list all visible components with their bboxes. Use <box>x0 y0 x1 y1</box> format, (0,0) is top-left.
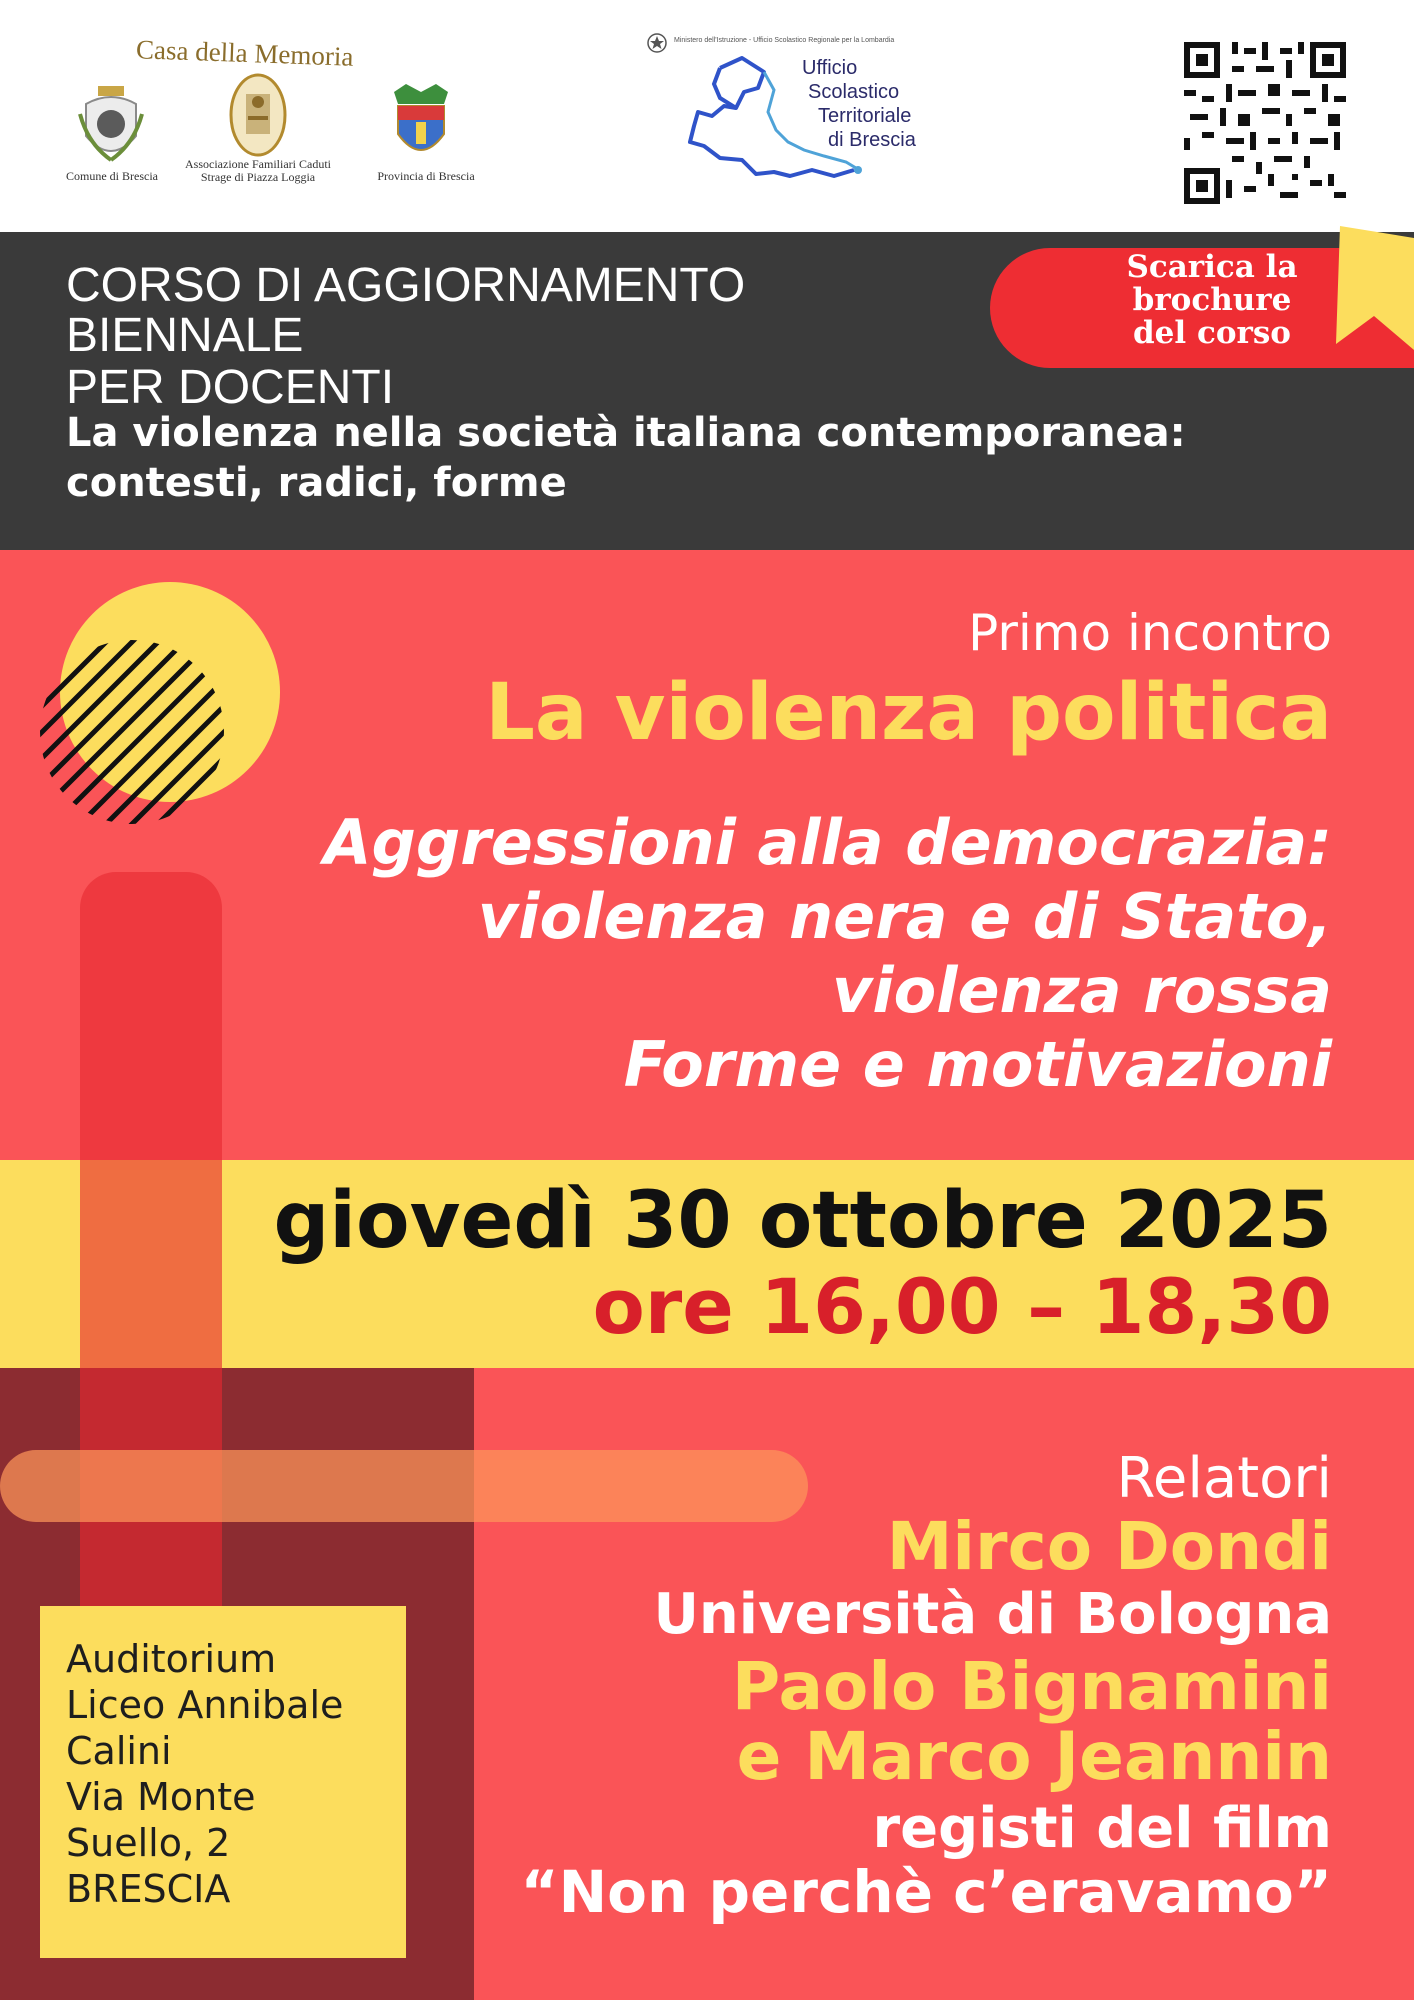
course-title-line-2: BIENNALE <box>66 309 304 362</box>
venue-line-2: Liceo Annibale <box>66 1683 344 1727</box>
incontro-label: Primo incontro <box>968 604 1332 662</box>
venue-line-1: Auditorium <box>66 1637 277 1681</box>
striped-circle-icon <box>20 576 282 846</box>
event-desc-2: violenza nera e di Stato, <box>477 880 1332 953</box>
speaker-name-2b: e Marco Jeannin <box>736 1718 1332 1795</box>
event-desc-4: Forme e motivazioni <box>623 1028 1332 1101</box>
provincia-label: Provincia di Brescia <box>377 169 475 183</box>
brochure-button-label[interactable]: Scarica la brochure del corso <box>1126 249 1298 351</box>
ufficio-line-4: di Brescia <box>828 129 916 151</box>
event-desc-1: Aggressioni alla democrazia: <box>323 806 1332 879</box>
film-title: “Non perchè c’eravamo” <box>520 1858 1332 1926</box>
venue-line-3: Calini <box>66 1729 172 1773</box>
associazione-label-2: Strage di Piazza Loggia <box>200 170 316 184</box>
venue-line-6: BRESCIA <box>66 1867 231 1911</box>
speaker-role-2: registi del film <box>872 1796 1332 1861</box>
venue-line-4: Via Monte <box>66 1775 256 1819</box>
course-subtitle-2: contesti, radici, forme <box>66 460 567 506</box>
ufficio-line-2: Scolastico <box>808 81 900 103</box>
ufficio-line-3: Territoriale <box>818 105 912 127</box>
associazione-crest-icon <box>228 72 288 158</box>
italy-emblem-icon <box>646 32 668 54</box>
associazione-label-1: Associazione Familiari Caduti <box>185 157 331 171</box>
event-desc-3: violenza rossa <box>831 954 1332 1027</box>
course-title-line-3: PER DOCENTI <box>66 361 395 414</box>
qr-code-icon[interactable] <box>1184 42 1346 204</box>
speakers-heading: Relatori <box>1116 1446 1332 1511</box>
comune-crest-icon <box>78 84 144 168</box>
vertical-pill-decoration <box>80 872 222 1642</box>
speaker-name-2a: Paolo Bignamini <box>731 1648 1332 1725</box>
bookmark-ribbon-icon <box>1330 226 1414 350</box>
ministero-label: Ministero dell'Istruzione - Ufficio Scolastico Regionale per la Lombardia <box>674 37 895 44</box>
course-title-line-1: CORSO DI AGGIORNAMENTO <box>66 259 746 312</box>
venue-line-5: Suello, 2 <box>66 1821 231 1865</box>
speaker-affiliation-1: Università di Bologna <box>653 1582 1332 1647</box>
provincia-crest-icon <box>386 82 456 168</box>
course-subtitle-1: La violenza nella società italiana contemporanea: <box>66 410 1186 456</box>
casa-della-memoria-title: Casa della Memoria <box>135 34 354 72</box>
event-time: ore 16,00 – 18,30 <box>592 1262 1332 1351</box>
event-title: La violenza politica <box>485 668 1332 758</box>
event-date: giovedì 30 ottobre 2025 <box>273 1176 1332 1266</box>
horizontal-pill-decoration <box>0 1450 808 1522</box>
comune-label: Comune di Brescia <box>66 169 158 183</box>
ufficio-line-1: Ufficio <box>802 57 858 79</box>
speaker-name-1: Mirco Dondi <box>886 1508 1332 1585</box>
